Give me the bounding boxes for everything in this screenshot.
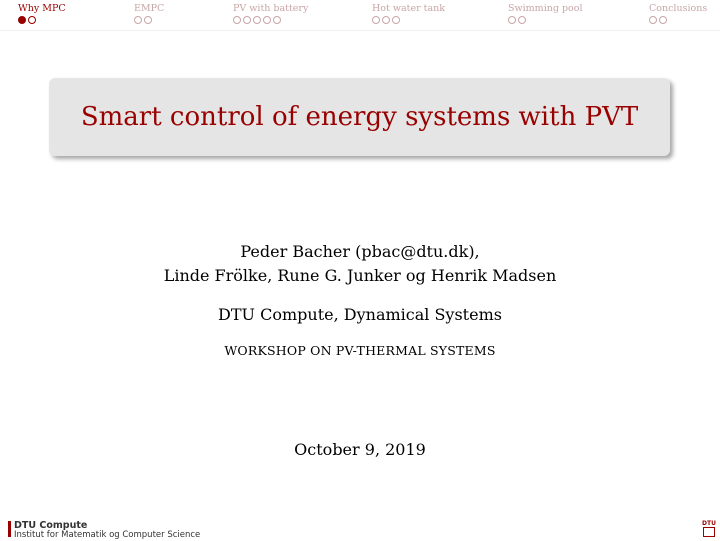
event-name: WORKSHOP ON PV-THERMAL SYSTEMS [224, 343, 496, 358]
nav-dot[interactable] [144, 16, 152, 24]
author-line-1: Peder Bacher (pbac@dtu.dk), [240, 242, 480, 261]
nav-dots-hot-water-tank [372, 16, 400, 24]
footer-accent-bar [8, 521, 11, 537]
nav-dot[interactable] [518, 16, 526, 24]
footer-department-full: Institut for Matematik og Computer Science [14, 530, 201, 540]
nav-dots-why-mpc [18, 16, 36, 24]
title-box [49, 78, 670, 156]
nav-dots-empc [134, 16, 152, 24]
nav-item-why-mpc[interactable]: Why MPC [18, 3, 66, 14]
institution: DTU Compute, Dynamical Systems [218, 305, 502, 324]
nav-dot[interactable] [263, 16, 271, 24]
nav-dot[interactable] [372, 16, 380, 24]
presentation-date: October 9, 2019 [294, 440, 426, 459]
nav-dots-swimming-pool [508, 16, 526, 24]
nav-item-hot-water-tank[interactable]: Hot water tank [372, 3, 445, 14]
logo-text: DTU [702, 520, 716, 527]
nav-item-pv-with-battery[interactable]: PV with battery [233, 3, 309, 14]
author-line-2: Linde Frölke, Rune G. Junker og Henrik Madsen [163, 266, 557, 285]
nav-dot[interactable] [273, 16, 281, 24]
slide-title: Smart control of energy systems with PVT [80, 102, 639, 132]
nav-dot[interactable] [382, 16, 390, 24]
nav-dot[interactable] [243, 16, 251, 24]
nav-dot[interactable] [659, 16, 667, 24]
nav-dot[interactable] [253, 16, 261, 24]
nav-dot[interactable] [392, 16, 400, 24]
nav-item-conclusions[interactable]: Conclusions [649, 3, 708, 14]
nav-dot-current[interactable] [18, 16, 26, 24]
nav-dot[interactable] [28, 16, 36, 24]
nav-dots-conclusions [649, 16, 667, 24]
nav-dot[interactable] [233, 16, 241, 24]
nav-dot[interactable] [134, 16, 142, 24]
footer-department: DTU Compute [14, 520, 88, 531]
nav-dot[interactable] [649, 16, 657, 24]
logo-mark [703, 527, 715, 537]
nav-dot[interactable] [508, 16, 516, 24]
section-navigation-bar [0, 0, 720, 31]
nav-item-empc[interactable]: EMPC [134, 3, 165, 14]
nav-dots-pv-with-battery [233, 16, 281, 24]
nav-item-swimming-pool[interactable]: Swimming pool [508, 3, 583, 14]
dtu-logo-icon [702, 520, 716, 538]
